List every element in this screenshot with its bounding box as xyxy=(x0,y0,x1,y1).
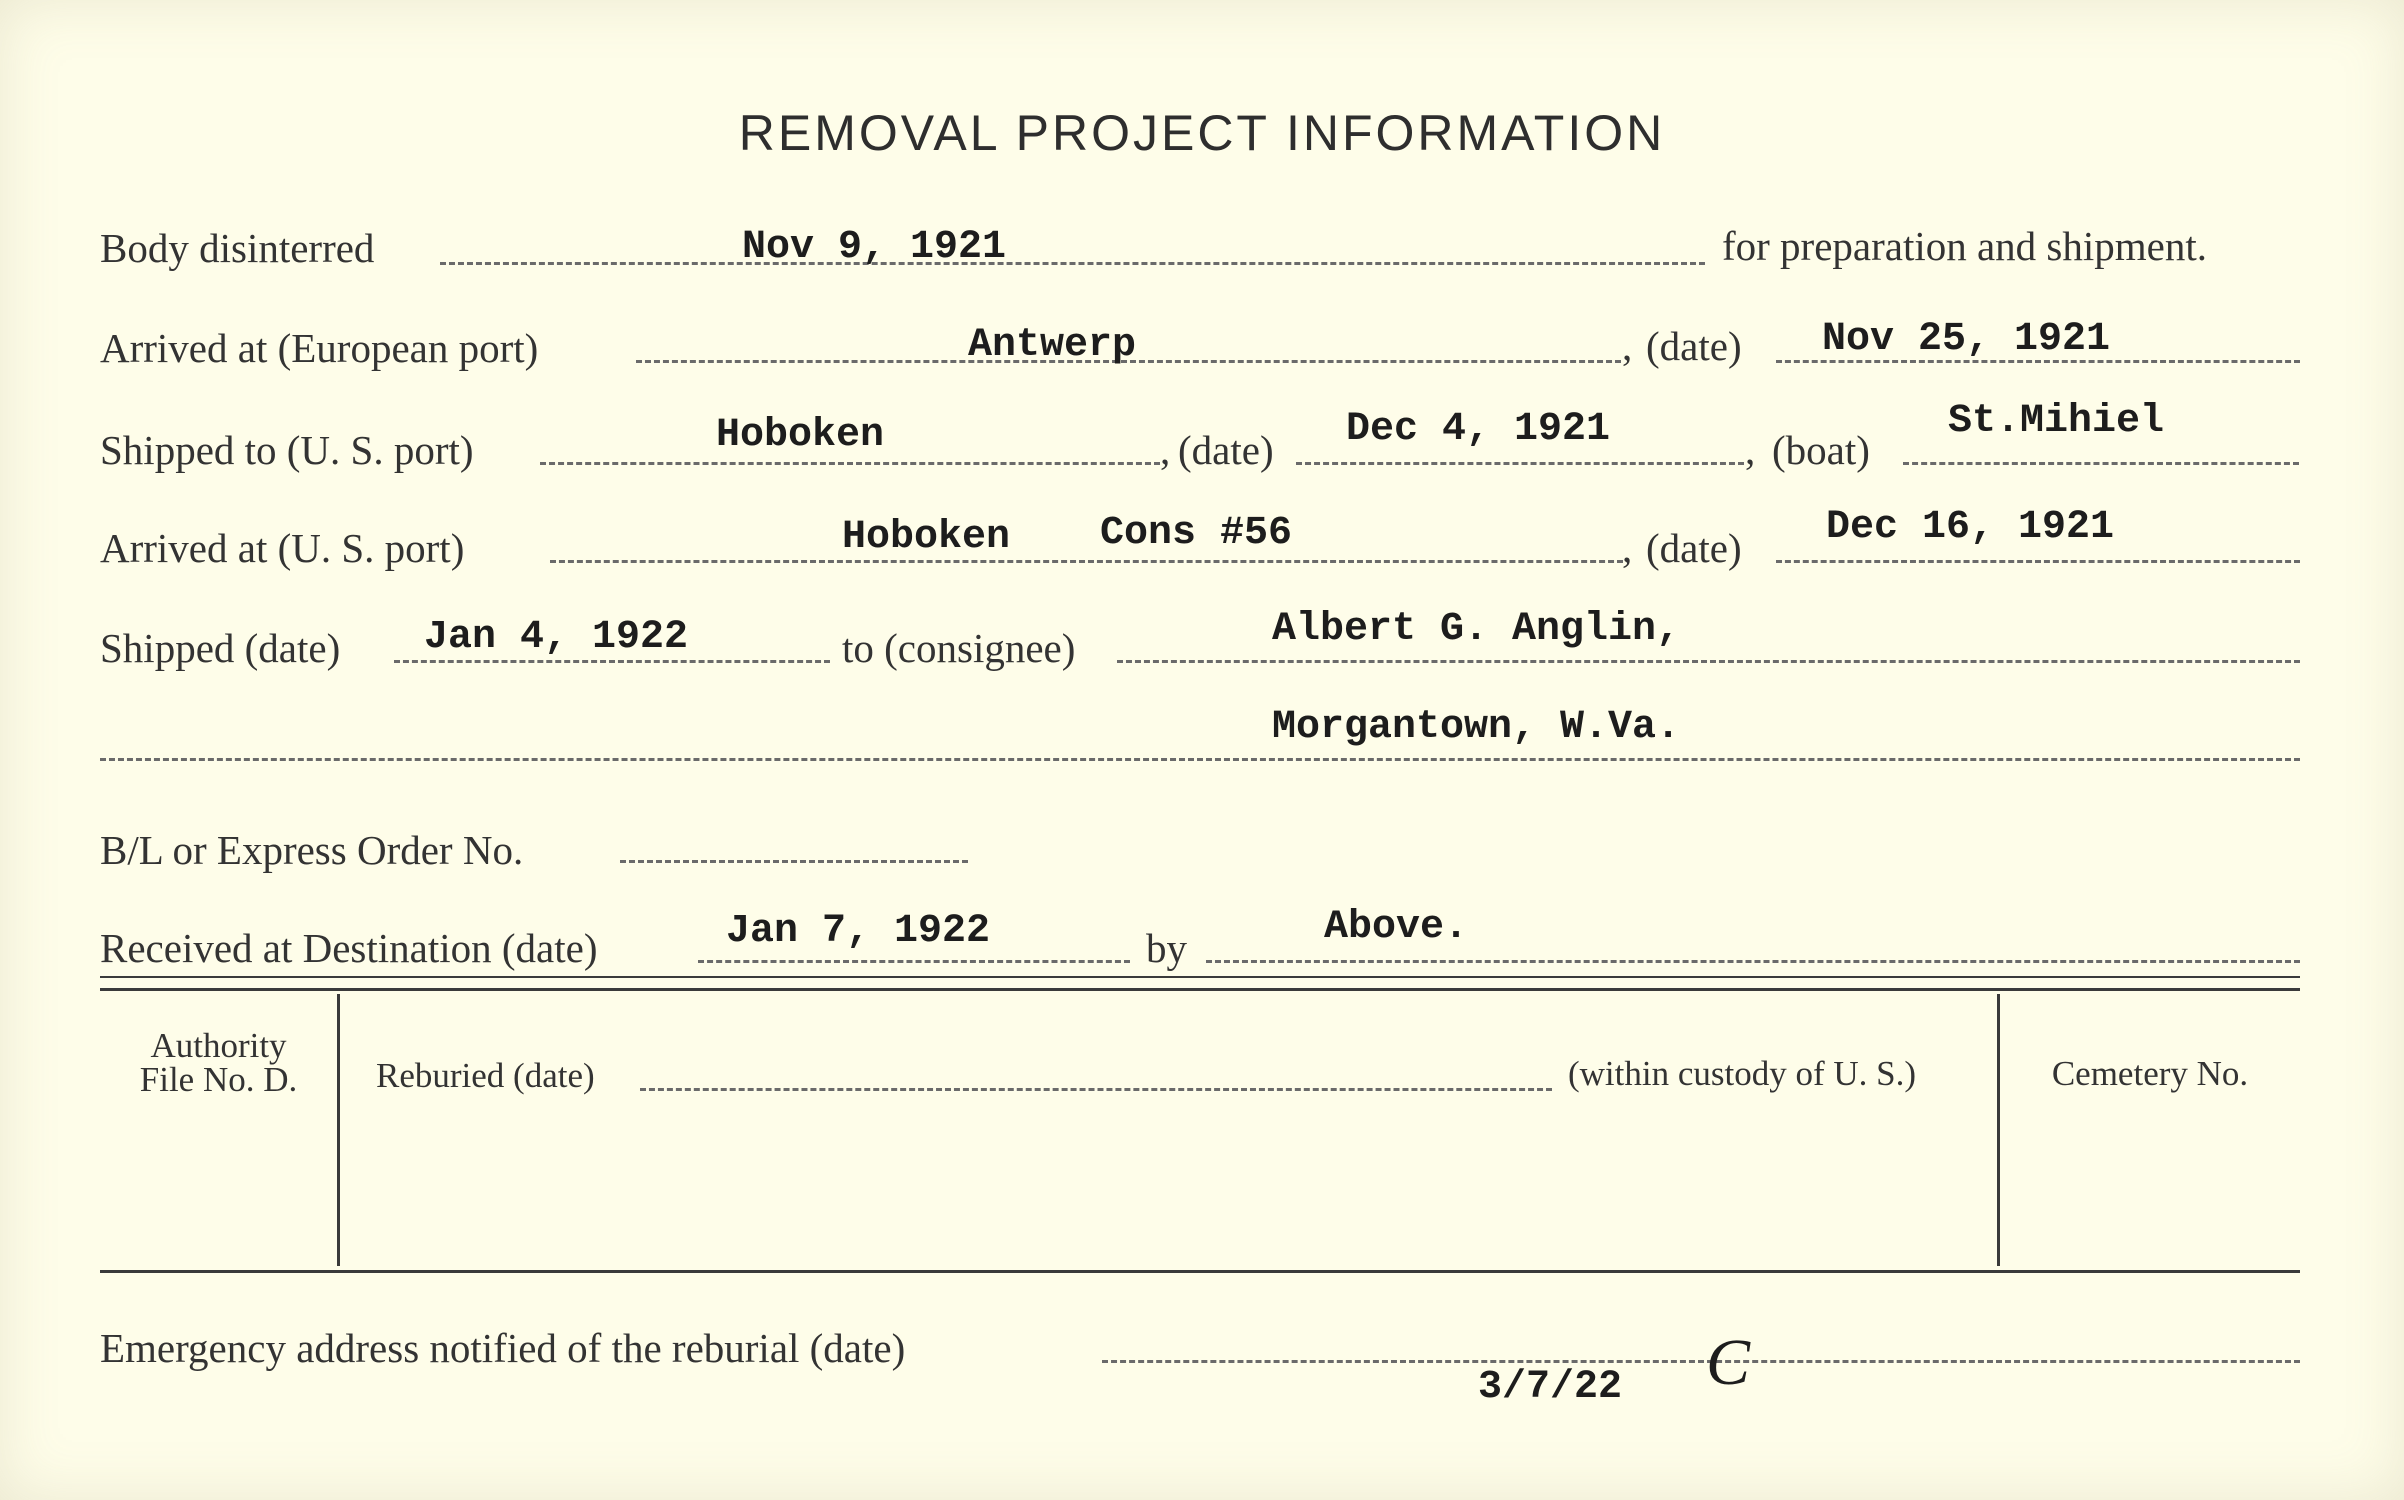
dotted-line xyxy=(550,560,1623,563)
label-received: Received at Destination (date) xyxy=(100,925,598,971)
label-to-consignee: to (consignee) xyxy=(842,625,1076,671)
value-received-date: Jan 7, 1922 xyxy=(726,909,991,954)
label-shipped-to-us: Shipped to (U. S. port) xyxy=(100,427,474,473)
value-cons-no: Cons #56 xyxy=(1100,511,1293,556)
dotted-line xyxy=(394,660,830,663)
value-consignee-name: Albert G. Anglin, xyxy=(1272,607,1681,652)
dotted-line xyxy=(1903,462,2299,465)
label-cemetery-no: Cemetery No. xyxy=(2051,1054,2249,1093)
rule-line xyxy=(100,1270,2300,1273)
label-comma: , xyxy=(1622,525,1633,571)
card-title: REMOVAL PROJECT INFORMATION xyxy=(738,105,1666,161)
label-comma: , xyxy=(1622,323,1633,369)
dotted-line xyxy=(698,960,1130,963)
dotted-line xyxy=(440,262,1705,265)
label-comma: , xyxy=(1160,427,1171,473)
dotted-line xyxy=(1206,960,2300,963)
label-boat: (boat) xyxy=(1772,427,1870,473)
label-file-no: File No. D. xyxy=(139,1060,298,1099)
value-shipped-date: Jan 4, 1922 xyxy=(424,615,689,660)
value-arrived-us-port: Hoboken xyxy=(842,515,1011,560)
value-boat: St.Mihiel xyxy=(1948,399,2165,444)
value-body-disinterred-date: Nov 9, 1921 xyxy=(742,225,1007,270)
label-date: (date) xyxy=(1178,427,1274,473)
value-us-ship-date: Dec 4, 1921 xyxy=(1346,407,1611,452)
label-bl-order: B/L or Express Order No. xyxy=(100,827,524,873)
value-european-port: Antwerp xyxy=(968,323,1137,368)
rule-line xyxy=(100,976,2300,978)
label-for-preparation: for preparation and shipment. xyxy=(1722,223,2208,269)
label-arrived-european: Arrived at (European port) xyxy=(100,325,539,371)
value-consignee-address: Morgantown, W.Va. xyxy=(1272,705,1681,750)
label-body-disinterred: Body disinterred xyxy=(100,225,375,271)
label-date: (date) xyxy=(1646,525,1742,571)
dotted-line xyxy=(1296,462,1744,465)
label-shipped-date: Shipped (date) xyxy=(100,625,341,671)
dotted-line xyxy=(1776,560,2300,563)
value-us-port: Hoboken xyxy=(716,413,885,458)
dotted-line xyxy=(100,758,2300,761)
value-received-by: Above. xyxy=(1324,905,1469,950)
dotted-line xyxy=(640,1088,1552,1091)
dotted-line xyxy=(620,860,968,863)
label-date: (date) xyxy=(1646,323,1742,369)
label-by: by xyxy=(1146,925,1187,971)
column-divider xyxy=(337,994,340,1266)
label-arrived-us: Arrived at (U. S. port) xyxy=(100,525,465,571)
value-arrived-us-date: Dec 16, 1921 xyxy=(1826,505,2115,550)
label-reburied: Reburied (date) xyxy=(376,1056,595,1095)
rule-line xyxy=(100,988,2300,991)
label-custody: (within custody of U. S.) xyxy=(1568,1054,1917,1093)
dotted-line xyxy=(540,462,1160,465)
column-divider xyxy=(1997,994,2000,1266)
dotted-line xyxy=(1102,1360,2300,1363)
label-authority: Authority xyxy=(150,1026,287,1065)
value-european-arrival-date: Nov 25, 1921 xyxy=(1822,317,2111,362)
value-emergency-date: 3/7/22 xyxy=(1478,1365,1623,1410)
handwritten-initial: C xyxy=(1706,1326,1751,1399)
label-comma: , xyxy=(1745,427,1756,473)
dotted-line xyxy=(1117,660,2300,663)
label-emergency: Emergency address notified of the reburial (date) xyxy=(100,1325,906,1371)
